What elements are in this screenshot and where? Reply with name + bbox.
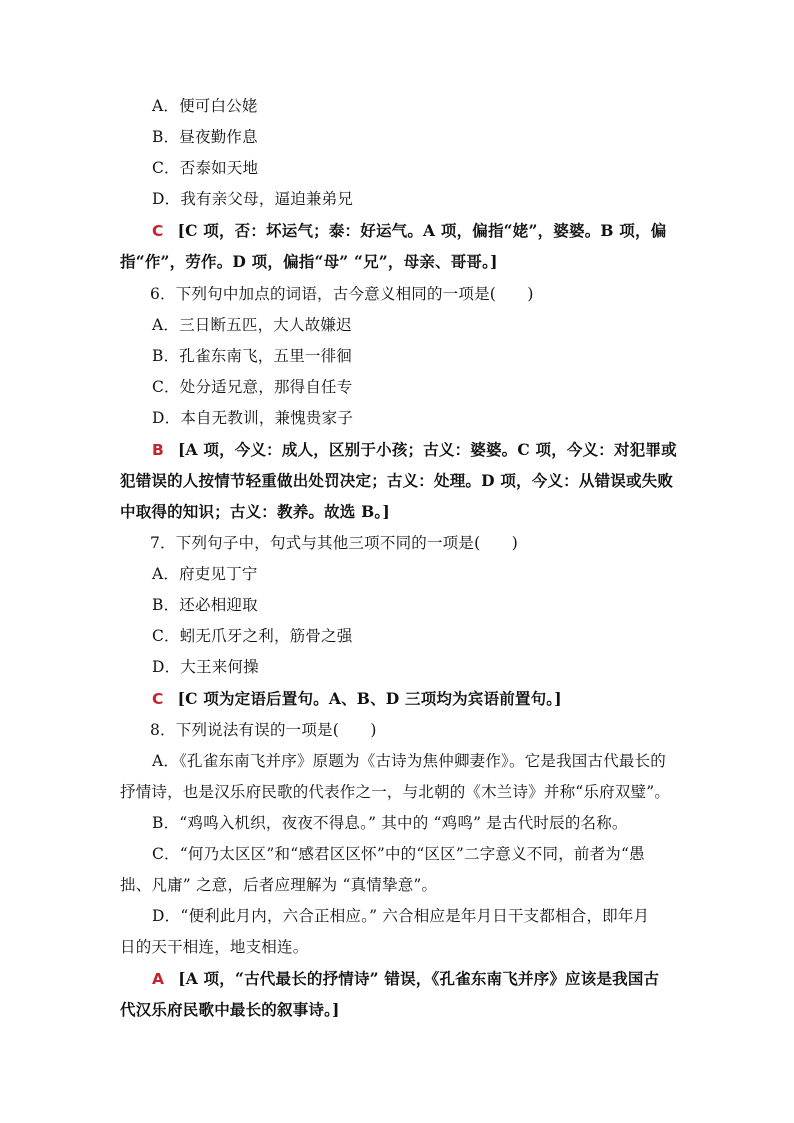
q7-option-c: C．蚓无爪牙之利，筋骨之强 (152, 627, 353, 645)
q8-option-d-line1: D．“便利此月内，六合正相应。” 六合相应是年月日干支都相合，即年月 (152, 907, 650, 925)
q6-option-d: D．本自无教训，兼愧贵家子 (152, 409, 354, 427)
q8-option-a-line1: A．《孔雀东南飞并序》原题为《古诗为焦仲卿妻作》。它是我国古代最长的 (152, 752, 666, 770)
q8-option-a-line2: 抒情诗，也是汉乐府民歌的代表作之一，与北朝的《木兰诗》并称“乐府双璧”。 (120, 783, 671, 801)
q7-answer-line1 (152, 689, 562, 709)
q8-answer-line2: 代汉乐府民歌中最长的叙事诗。] (120, 1000, 340, 1019)
q6-option-c: C．处分适兄意，那得自任专 (152, 378, 353, 396)
q5-answer-text1: [C 项，否：坏运气；泰：好运气。A 项，偏指“姥”，婆婆。B 项，偏 (177, 221, 667, 240)
q8-answer-text1: [A 项，“古代最长的抒情诗” 错误，《孔雀东南飞并序》应该是我国古 (178, 969, 660, 988)
q6-answer-line1 (152, 440, 677, 460)
q6-answer-line3: 中取得的知识；古义：教养。故选 B。] (120, 502, 390, 521)
q5-answer-letter: C (152, 222, 164, 240)
q8-answer-letter: A (152, 970, 165, 988)
q8-answer-line1 (152, 969, 659, 989)
q7-answer-text1: [C 项为定语后置句。A、B、D 三项均为宾语前置句。] (177, 689, 562, 708)
q8-option-d-line2: 日的天干相连，地支相连。 (120, 938, 309, 956)
q5-option-a: A．便可白公姥 (152, 97, 258, 115)
q8-option-b-line1: B．“鸡鸣入机织，夜夜不得息。” 其中的 “鸡鸣” 是古代时辰的名称。 (152, 814, 628, 832)
q6-option-b: B．孔雀东南飞，五里一徘徊 (152, 347, 352, 365)
q5-answer-line1 (152, 221, 666, 241)
q8-stem: 8．下列说法有误的一项是( ) (150, 721, 377, 739)
q6-answer-letter: B (152, 441, 165, 459)
q5-answer-line2: 指“作”，劳作。D 项，偏指“母” “兄”，母亲、哥哥。] (120, 252, 498, 271)
q8-option-c-line2: 拙、凡庸” 之意，后者应理解为 “真情挚意”。 (120, 876, 438, 894)
q6-option-a: A．三日断五匹，大人故嫌迟 (152, 316, 352, 334)
q7-answer-letter: C (152, 690, 164, 708)
q5-option-b: B．昼夜勤作息 (152, 128, 258, 146)
q6-stem: 6．下列句中加点的词语，古今意义相同的一项是( ) (150, 285, 534, 303)
q7-option-d: D．大王来何操 (152, 658, 259, 676)
q7-stem: 7．下列句子中，句式与其他三项不同的一项是( ) (150, 534, 518, 552)
q6-answer-text1: [A 项，今义：成人，区别于小孩；古义：婆婆。C 项，今义：对犯罪或 (178, 440, 677, 459)
q6-answer-line2: 犯错误的人按情节轻重做出处罚决定；古义：处理。D 项，今义：从错误或失败 (120, 471, 674, 490)
q8-option-c-line1: C．“何乃太区区”和“感君区区怀”中的“区区”二字意义不同，前者为“愚 (152, 845, 645, 863)
q7-option-b: B．还必相迎取 (152, 596, 258, 614)
q5-option-c: C．否泰如天地 (152, 159, 259, 177)
q7-option-a: A．府吏见丁宁 (152, 565, 258, 583)
q5-option-d: D．我有亲父母，逼迫兼弟兄 (152, 190, 354, 208)
